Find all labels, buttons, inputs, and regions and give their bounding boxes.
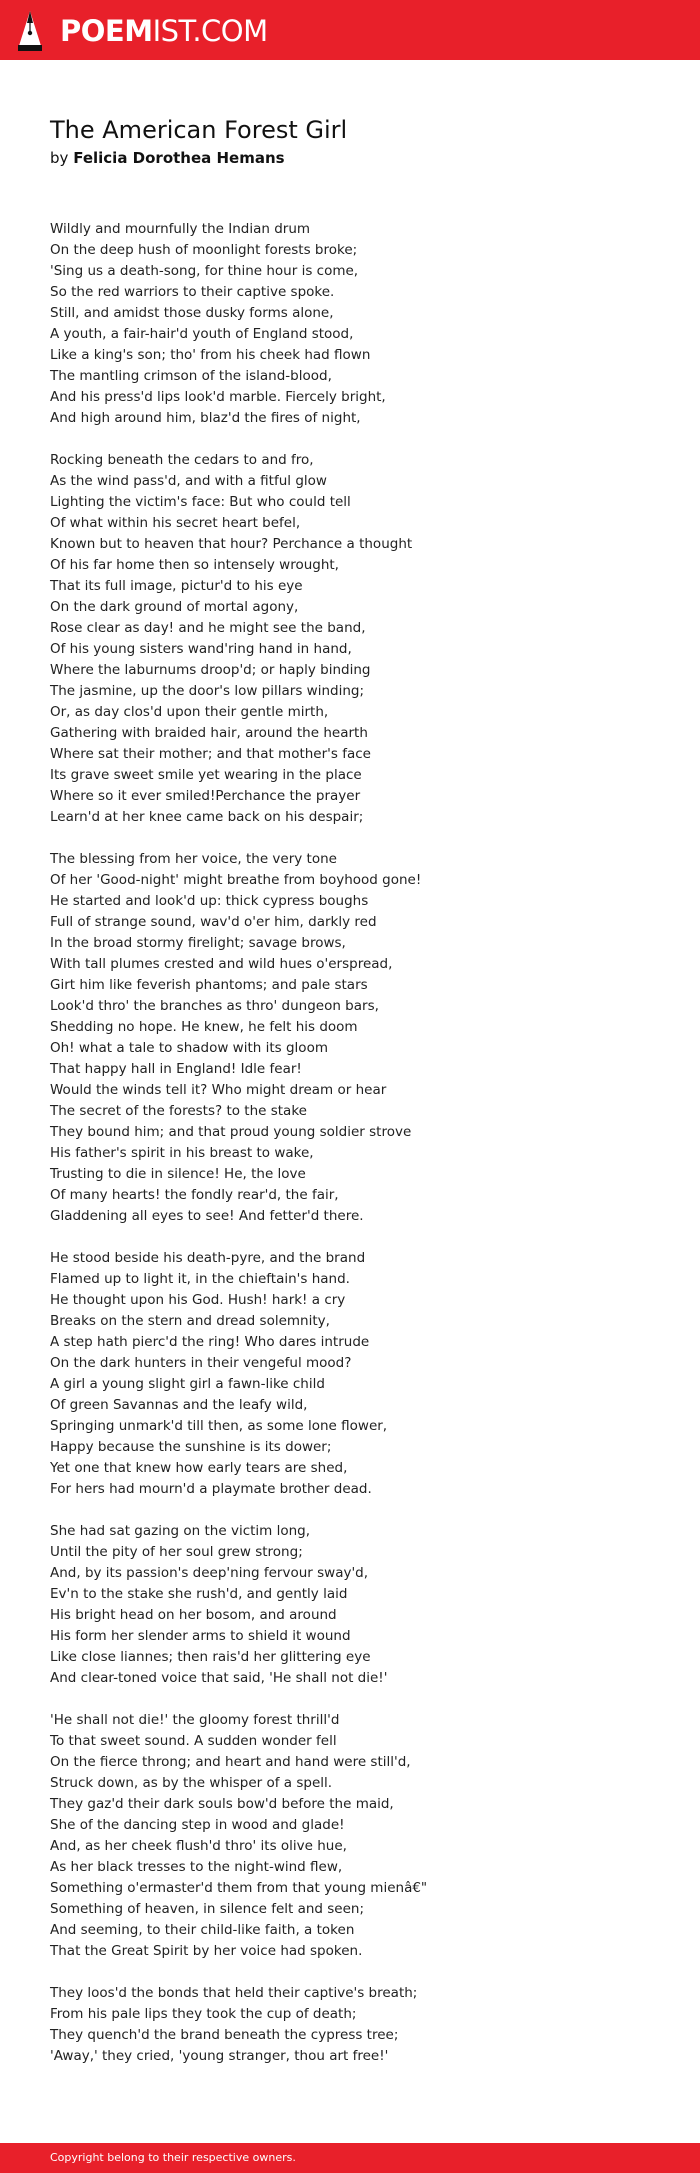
poem-line: Happy because the sunshine is its dower; <box>50 1439 332 1455</box>
poem-line: Oh! what a tale to shadow with its gloom <box>50 1040 328 1056</box>
poem-line: They quench'd the brand beneath the cypress tree; <box>50 2027 399 2043</box>
byline-prefix: by <box>50 149 69 167</box>
poem-line: On the deep hush of moonlight forests broke; <box>50 242 358 258</box>
poem-line: As her black tresses to the night-wind flew, <box>50 1859 343 1875</box>
poem-line: His bright head on her bosom, and around <box>50 1607 337 1623</box>
poem-line: They loos'd the bonds that held their captive's breath; <box>50 1985 418 2001</box>
poem-line: They gaz'd their dark souls bow'd before the maid, <box>50 1796 394 1812</box>
poem-line: Ev'n to the stake she rush'd, and gently laid <box>50 1586 348 1602</box>
poem-line: He stood beside his death-pyre, and the brand <box>50 1250 366 1266</box>
poem-line: Its grave sweet smile yet wearing in the place <box>50 767 362 783</box>
poem-line: Of her 'Good-night' might breathe from boyhood gone! <box>50 872 422 888</box>
poem-line: Of his far home then so intensely wrought, <box>50 557 339 573</box>
poem-line: To that sweet sound. A sudden wonder fell <box>50 1733 337 1749</box>
poem-line: On the dark hunters in their vengeful mood? <box>50 1355 352 1371</box>
poem-line: As the wind pass'd, and with a fitful glow <box>50 473 327 489</box>
poem-title: The American Forest Girl <box>50 116 348 144</box>
poem-line: Like close liannes; then rais'd her glittering eye <box>50 1649 371 1665</box>
poem-line: The secret of the forests? to the stake <box>50 1103 307 1119</box>
poem-line: Like a king's son; tho' from his cheek had flown <box>50 347 371 363</box>
poem-line: Of green Savannas and the leafy wild, <box>50 1397 308 1413</box>
poem-line: Where so it ever smiled!Perchance the prayer <box>50 788 361 804</box>
poem-line: Still, and amidst those dusky forms alone, <box>50 305 334 321</box>
poem-line: So the red warriors to their captive spoke. <box>50 284 335 300</box>
poem-line: A step hath pierc'd the ring! Who dares intrude <box>50 1334 370 1350</box>
poem-line: A girl a young slight girl a fawn-like child <box>50 1376 325 1392</box>
poem-line: For hers had mourn'd a playmate brother dead. <box>50 1481 372 1497</box>
poem-line: Gladdening all eyes to see! And fetter'd there. <box>50 1208 364 1224</box>
poem-line: Girt him like feverish phantoms; and pale stars <box>50 977 368 993</box>
poem-line: Full of strange sound, wav'd o'er him, darkly red <box>50 914 377 930</box>
poem-line: From his pale lips they took the cup of death; <box>50 2006 357 2022</box>
poem-line: His form her slender arms to shield it wound <box>50 1628 351 1644</box>
poem-line: Of many hearts! the fondly rear'd, the fair, <box>50 1187 339 1203</box>
poem-line: Struck down, as by the whisper of a spell. <box>50 1775 333 1791</box>
poem-line: They bound him; and that proud young soldier strove <box>50 1124 412 1140</box>
site-logo[interactable] <box>14 9 268 53</box>
poem-line: In the broad stormy firelight; savage brows, <box>50 935 346 951</box>
poem-line: And his press'd lips look'd marble. Fiercely bright, <box>50 389 386 405</box>
poem-line: Shedding no hope. He knew, he felt his doom <box>50 1019 358 1035</box>
poem-line: Wildly and mournfully the Indian drum <box>50 221 311 237</box>
poem-line: That its full image, pictur'd to his eye <box>50 578 303 594</box>
site-footer <box>0 2143 700 2173</box>
poem-line: Yet one that knew how early tears are shed, <box>50 1460 348 1476</box>
poem-line: Lighting the victim's face: But who could tell <box>50 494 351 510</box>
poem-line: 'Sing us a death-song, for thine hour is come, <box>50 263 359 279</box>
poem-stanza <box>50 219 670 429</box>
poem-stanza <box>50 1521 670 1689</box>
pen-nib-icon <box>14 9 46 53</box>
poem-stanza <box>50 450 670 828</box>
poem-stanza <box>50 1248 670 1500</box>
poem-line: 'He shall not die!' the gloomy forest thrill'd <box>50 1712 340 1728</box>
poem-line: 'Away,' they cried, 'young stranger, thou art free!' <box>50 2048 389 2064</box>
poem-line: Of his young sisters wand'ring hand in hand, <box>50 641 352 657</box>
poem-line: The blessing from her voice, the very tone <box>50 851 337 867</box>
poem-line: Until the pity of her soul grew strong; <box>50 1544 303 1560</box>
poem-line: With tall plumes crested and wild hues o'erspread, <box>50 956 393 972</box>
poem-line: Learn'd at her knee came back on his despair; <box>50 809 364 825</box>
poem-stanza <box>50 1983 670 2067</box>
author-name[interactable]: Felicia Dorothea Hemans <box>73 149 285 167</box>
poem-line: And clear-toned voice that said, 'He shall not die!' <box>50 1670 388 1686</box>
poem-line: That the Great Spirit by her voice had spoken. <box>50 1943 363 1959</box>
poem-line: And, by its passion's deep'ning fervour sway'd, <box>50 1565 369 1581</box>
poem-line: Where sat their mother; and that mother's face <box>50 746 371 762</box>
poem-line: Something o'ermaster'd them from that young mienâ€" <box>50 1880 428 1896</box>
poem-line: Gathering with braided hair, around the hearth <box>50 725 368 741</box>
poem-line: Look'd thro' the branches as thro' dungeon bars, <box>50 998 379 1014</box>
copyright-text: Copyright belong to their respective owners. <box>50 2151 296 2164</box>
poem-line: Breaks on the stern and dread solemnity, <box>50 1313 330 1329</box>
poem-line: Known but to heaven that hour? Perchance a thought <box>50 536 413 552</box>
poem-line: And high around him, blaz'd the fires of night, <box>50 410 361 426</box>
poem-stanza <box>50 1710 670 1962</box>
poem-line: Where the laburnums droop'd; or haply binding <box>50 662 371 678</box>
poem-line: A youth, a fair-hair'd youth of England stood, <box>50 326 354 342</box>
poem-line: The jasmine, up the door's low pillars winding; <box>50 683 364 699</box>
poem-line: Flamed up to light it, in the chieftain's hand. <box>50 1271 350 1287</box>
poem-line: On the dark ground of mortal agony, <box>50 599 299 615</box>
poem-line: And seeming, to their child-like faith, a token <box>50 1922 355 1938</box>
poem-line: On the fierce throng; and heart and hand were still'd, <box>50 1754 411 1770</box>
poem-line: Or, as day clos'd upon their gentle mirth, <box>50 704 329 720</box>
poem-line: Trusting to die in silence! He, the love <box>50 1166 306 1182</box>
poem-line: Rose clear as day! and he might see the band, <box>50 620 366 636</box>
poem-line: He thought upon his God. Hush! hark! a cry <box>50 1292 346 1308</box>
poem-line: That happy hall in England! Idle fear! <box>50 1061 302 1077</box>
poem-line: And, as her cheek flush'd thro' its olive hue, <box>50 1838 347 1854</box>
poem-line: Would the winds tell it? Who might dream or hear <box>50 1082 387 1098</box>
site-header <box>0 0 700 60</box>
poem-line: Rocking beneath the cedars to and fro, <box>50 452 314 468</box>
logo-text: POEMIST.COM <box>60 14 268 48</box>
poem-stanza <box>50 849 670 1227</box>
poem-line: His father's spirit in his breast to wake, <box>50 1145 314 1161</box>
poem-line: Of what within his secret heart befel, <box>50 515 301 531</box>
poem-line: Something of heaven, in silence felt and seen; <box>50 1901 365 1917</box>
poem-line: Springing unmark'd till then, as some lone flower, <box>50 1418 388 1434</box>
poem-line: The mantling crimson of the island-blood, <box>50 368 332 384</box>
byline <box>50 147 285 169</box>
poem-line: She of the dancing step in wood and glade! <box>50 1817 345 1833</box>
poem-line: He started and look'd up: thick cypress boughs <box>50 893 369 909</box>
poem-body <box>50 219 670 2088</box>
poem-line: She had sat gazing on the victim long, <box>50 1523 311 1539</box>
